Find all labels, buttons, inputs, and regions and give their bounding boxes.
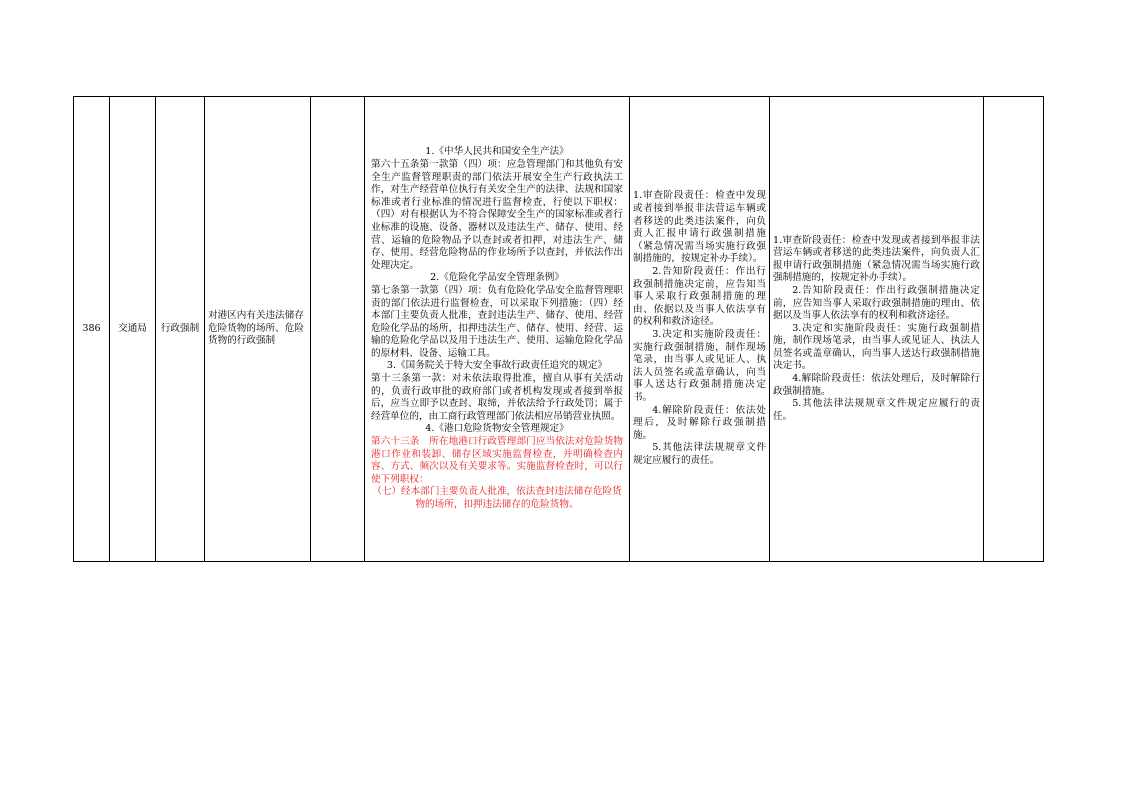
legal-basis-paragraph: 第七条第一款第（四）项：负有危险化学品安全监督管理职责的部门依法进行监督检查，可以采取下列措施：（四）经本部门主要负责人批准，查封违法生产、储存、使用、经营危险化学品的场所，扣押违法生产、储存、使用、经营、运输的危险化学品以及用于违法生产、使用、运输危险化学品的原材料、设备、运输工具。	[371, 284, 623, 359]
row-number-cell: 386	[74, 97, 110, 562]
responsibility-b-paragraph: 5.其他法律法规规章文件规定应履行的责任。	[773, 398, 980, 422]
sub-item-cell	[311, 97, 365, 562]
responsibility-b-paragraph: 4.解除阶段责任：依法处理后，及时解除行政强制措施。	[773, 373, 980, 397]
responsibility-cell-b	[770, 97, 984, 562]
responsibility-a-paragraph: 5.其他法律法规规章文件规定应履行的责任。	[633, 442, 766, 466]
responsibility-a-paragraph: 1.审查阶段责任：检查中发现或者接到举报非法营运车辆或者移送的此类违法案件，向负责人汇报申请行政强制措施（紧急情况需当场实施行政强制措施的，按规定补办手续）。	[633, 190, 766, 265]
legal-basis-paragraph: 1.《中华人民共和国安全生产法》	[425, 146, 569, 158]
responsibility-b-paragraph: 2.告知阶段责任：作出行政强制措施决定前，应告知当事人采取行政强制措施的理由、依据以及当事人依法享有的权利和救济途径。	[773, 284, 980, 322]
legal-basis-paragraph: 第十三条第一款：对未依法取得批准，擅自从事有关活动的，负责行政审批的政府部门或者机构发现或者接到举报后，应当立即予以查封、取缔，并依法给予行政处罚；属于经营单位的，由工商行政管理部门依法相应吊销营业执照。	[371, 373, 623, 422]
legal-basis-paragraph: 4.《港口危险货物安全管理规定》	[425, 423, 569, 435]
legal-basis-paragraph: 第六十五条第一款第（四）项：应急管理部门和其他负有安全生产监督管理职责的部门依法开展安全生产行政执法工作，对生产经营单位执行有关安全生产的法律、法规和国家标准或者行业标准的情况进行监督检查，行使以下职权：（四）对有根据认为不符合保障安全生产的国家标准或者行业标准的设施、设备、器材以及违法生产、储存、使用、经营、运输的危险物品予以查封或者扣押，对违法生产、储存、使用、经营危险物品的作业场所予以查封，并依法作出处理决定。	[371, 158, 623, 271]
legal-basis-paragraph: （七）经本部门主要负责人批准，依法查封违法储存危险货物的场所，扣押违法储存的危险货物。	[372, 486, 622, 511]
department-cell: 交通局	[110, 97, 156, 562]
legal-basis-list	[371, 146, 623, 511]
table-row	[74, 97, 1044, 562]
legal-basis-paragraph: 3.《国务院关于特大安全事故行政责任追究的规定》	[386, 360, 608, 372]
responsibility-b-paragraph: 1.审查阶段责任：检查中发现或者接到举报非法营运车辆或者移送的此类违法案件，向负责人汇报申请行政强制措施（紧急情况需当场实施行政强制措施的，按规定补办手续）。	[773, 234, 980, 284]
authority-table	[73, 96, 1044, 562]
remarks-cell	[984, 97, 1044, 562]
category-cell: 行政强制	[156, 97, 205, 562]
legal-basis-paragraph: 第六十三条 所在地港口行政管理部门应当依法对危险货物港口作业和装卸、储存区域实施监督检查，并明确检查内容、方式、频次以及有关要求等。实施监督检查时，可以行使下列职权：	[371, 436, 623, 485]
legal-basis-cell	[365, 97, 630, 562]
responsibility-list-a	[633, 190, 766, 467]
responsibility-a-paragraph: 3.决定和实施阶段责任：实施行政强制措施，制作现场笔录，由当事人或见证人、执法人员签名或盖章确认，向当事人送达行政强制措施决定书。	[633, 329, 766, 403]
legal-basis-paragraph: 2.《危险化学品安全管理条例》	[430, 272, 564, 284]
responsibility-b-paragraph: 3.决定和实施阶段责任：实施行政强制措施，制作现场笔录，由当事人或见证人、执法人员签名或盖章确认，向当事人送达行政强制措施决定书。	[773, 322, 980, 372]
responsibility-list-b	[773, 235, 980, 424]
responsibility-a-paragraph: 2.告知阶段责任：作出行政强制措施决定前，应告知当事人采取行政强制措施的理由、依据以及当事人依法享有的权利和救济途径。	[633, 266, 766, 328]
item-name-cell: 对港区内有关违法储存危险货物的场所、危险货物的行政强制	[205, 97, 311, 562]
responsibility-a-paragraph: 4.解除阶段责任：依法处理后，及时解除行政强制措施。	[633, 404, 766, 441]
responsibility-cell-a	[630, 97, 770, 562]
